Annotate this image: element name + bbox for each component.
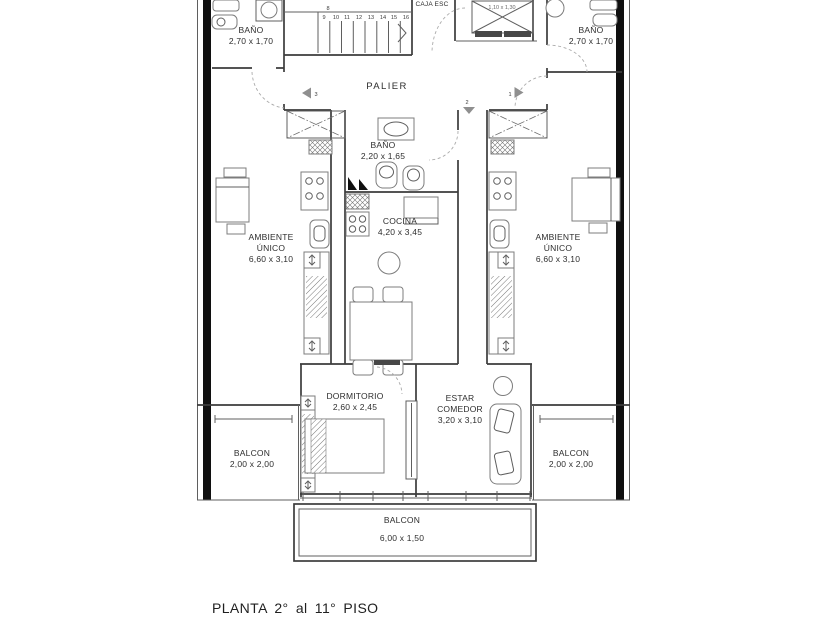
room-dimensions: 6,60 x 3,10: [248, 254, 294, 265]
unit-marker-2: 2: [465, 100, 469, 106]
stair-step-number: 13: [367, 15, 375, 21]
room-name: DORMITORIO: [326, 391, 384, 401]
room-name: COCINA: [382, 216, 418, 226]
room-dimensions: 2,60 x 2,45: [332, 402, 378, 413]
room-name: PALIER: [366, 81, 408, 92]
room-name: BAÑO: [578, 25, 604, 35]
room-dimensions: 6,00 x 1,50: [379, 533, 425, 544]
room-name: BAÑO: [238, 25, 264, 35]
room-name: ESTAR COMEDOR: [437, 393, 483, 415]
label-dormitorio: [312, 391, 398, 413]
label-bano-right: [551, 25, 631, 47]
room-name: AMBIENTE ÚNICO: [535, 232, 581, 254]
room-name: BAÑO: [370, 140, 396, 150]
unit-marker-3: 3: [314, 92, 318, 98]
room-name: BALCON: [383, 515, 421, 525]
room-name: AMBIENTE ÚNICO: [248, 232, 294, 254]
estar-furniture: [490, 377, 521, 485]
stair-step-number: 14: [379, 15, 387, 21]
label-cocina: [358, 216, 442, 238]
unit-marker-1: 1: [508, 92, 512, 98]
room-dimensions: 6,60 x 3,10: [535, 254, 581, 265]
room-dimensions: 2,70 x 1,70: [228, 36, 274, 47]
bathroom-right-fixtures: [546, 0, 617, 26]
room-dimensions: 2,00 x 2,00: [229, 459, 275, 470]
label-palier: [352, 81, 422, 94]
label-bano-left: [211, 25, 291, 47]
room-dimensions: 2,70 x 1,70: [568, 36, 614, 47]
kitchenette-right: [489, 140, 516, 354]
dormitorio-furniture: [301, 360, 400, 492]
room-dimensions: 4,20 x 3,45: [377, 227, 423, 238]
room-name: BALCON: [233, 448, 271, 458]
plan-caption: PLANTA 2° al 11° PISO: [212, 600, 379, 616]
room-name: BALCON: [552, 448, 590, 458]
label-caja-escalera: [408, 1, 456, 10]
label-ambiente-unico-right: [521, 232, 595, 266]
room-name: CAJA ESC: [415, 1, 449, 8]
stair-step-number: 9: [322, 15, 326, 21]
stair-step-number: 8: [326, 6, 330, 12]
label-balcon-left: [211, 448, 293, 470]
stair-step-number: 10: [332, 15, 340, 21]
label-ambiente-unico-left: [234, 232, 308, 266]
room-dimensions: 2,20 x 1,65: [360, 151, 406, 162]
window-divider: [406, 401, 417, 479]
label-balcon-bottom: [358, 515, 446, 544]
bed-left-studio: [216, 168, 249, 234]
stair-step-number: 12: [355, 15, 363, 21]
room-dimensions: 3,20 x 3,10: [437, 415, 483, 426]
stair-step-number: 16: [402, 15, 410, 21]
bed-right-studio: [572, 168, 620, 233]
stair-step-number: 15: [390, 15, 398, 21]
air-shafts: [287, 111, 547, 138]
staircase: [284, 6, 412, 53]
elevator-shaft: [456, 1, 537, 41]
label-bano-center: [343, 140, 423, 162]
stair-step-number: 11: [344, 15, 350, 21]
elevator-dimensions: 1,10 x 1,30: [488, 5, 516, 11]
label-balcon-right: [530, 448, 612, 470]
label-estar-comedor: [428, 393, 492, 427]
room-dimensions: 2,00 x 2,00: [548, 459, 594, 470]
